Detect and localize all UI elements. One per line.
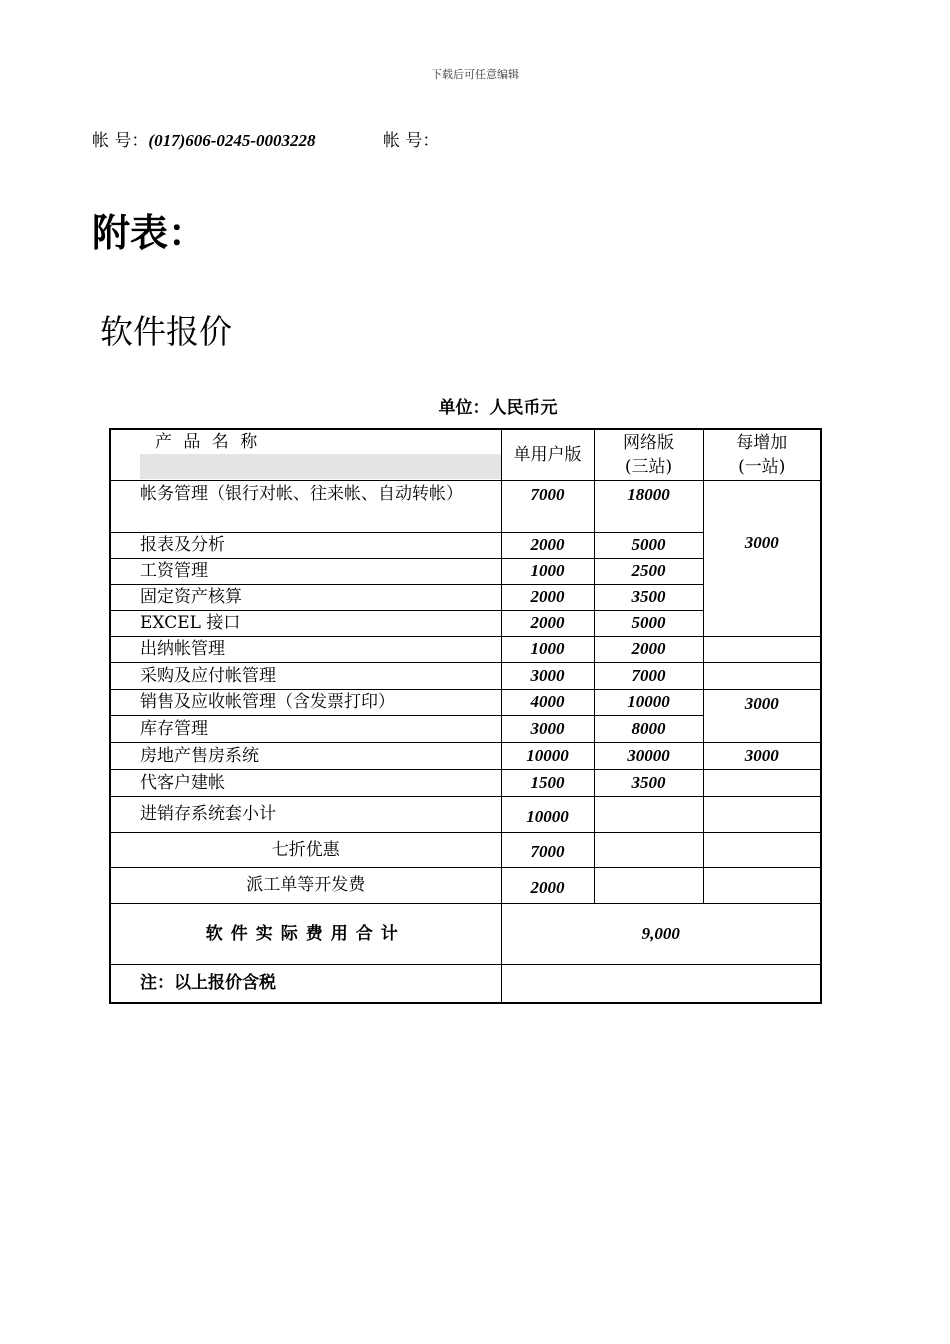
row-network: 2000 [594, 636, 703, 662]
table-header-row [110, 429, 821, 480]
total-label: 软件实际费用合计 [110, 903, 501, 964]
row-extra [703, 769, 821, 796]
row-extra [703, 662, 821, 689]
table-row [110, 480, 821, 532]
row-name: 房地产售房系统 [110, 742, 501, 769]
subtotal-network-empty [594, 796, 703, 832]
account-line [92, 126, 439, 151]
header-extra-line2: (一站) [738, 456, 786, 477]
discount-network-empty [594, 832, 703, 867]
row-single: 2000 [501, 610, 594, 636]
row-network: 7000 [594, 662, 703, 689]
row-extra: 3000 [703, 742, 821, 769]
row-network: 5000 [594, 532, 703, 558]
row-single: 3000 [501, 662, 594, 689]
group-extra-1: 3000 [703, 480, 821, 636]
account-number-1: (017)606-0245-0003228 [148, 131, 316, 150]
row-network: 5000 [594, 610, 703, 636]
note-row [110, 964, 821, 1003]
header-note: 下载后可任意编辑 [431, 68, 519, 81]
subtotal-extra-empty [703, 796, 821, 832]
row-name: 工资管理 [110, 558, 501, 584]
section-title: 软件报价 [100, 312, 232, 351]
row-single: 2000 [501, 584, 594, 610]
table-row [110, 636, 821, 662]
total-value: 9,000 [501, 903, 821, 964]
header-extra-line1: 每增加 [736, 432, 788, 453]
dev-fee-extra-empty [703, 867, 821, 903]
row-single: 3000 [501, 715, 594, 742]
header-single-user [501, 429, 594, 480]
header-network-line1: 网络版 [623, 432, 674, 453]
header-extra-station [703, 429, 821, 480]
subtotal-label: 进销存系统套小计 [110, 796, 501, 832]
header-network-line2: (三站) [624, 456, 673, 477]
row-network: 3500 [594, 584, 703, 610]
row-network: 8000 [594, 715, 703, 742]
row-name: 出纳帐管理 [110, 636, 501, 662]
group-extra-2: 3000 [703, 689, 821, 742]
row-single: 10000 [501, 742, 594, 769]
subtotal-value: 10000 [501, 796, 594, 832]
table-row [110, 662, 821, 689]
row-single: 1000 [501, 636, 594, 662]
discount-label: 七折优惠 [110, 832, 501, 867]
header-single-user-label: 单用户版 [513, 444, 582, 465]
discount-row [110, 832, 821, 867]
header-product-name-label: 产 品 名 称 [155, 432, 261, 453]
row-name: EXCEL 接口 [110, 610, 501, 636]
row-single: 1500 [501, 769, 594, 796]
row-network: 3500 [594, 769, 703, 796]
row-single: 4000 [501, 689, 594, 715]
row-name: 库存管理 [110, 715, 501, 742]
row-name: 采购及应付帐管理 [110, 662, 501, 689]
discount-value: 7000 [501, 832, 594, 867]
note-empty [501, 964, 821, 1003]
appendix-title: 附表： [92, 211, 207, 255]
dev-fee-network-empty [594, 867, 703, 903]
dev-fee-value: 2000 [501, 867, 594, 903]
table-row [110, 769, 821, 796]
price-table [109, 428, 822, 1004]
tax-note: 注：以上报价含税 [110, 964, 501, 1003]
total-row [110, 903, 821, 964]
row-single: 1000 [501, 558, 594, 584]
table-row [110, 742, 821, 769]
row-single: 7000 [501, 480, 594, 532]
row-name: 销售及应收帐管理（含发票打印） [110, 689, 501, 715]
row-network: 30000 [594, 742, 703, 769]
row-name: 帐务管理（银行对帐、往来帐、自动转帐） [110, 480, 501, 532]
dev-fee-label: 派工单等开发费 [110, 867, 501, 903]
account-label-1: 帐 号： [92, 131, 149, 151]
row-single: 2000 [501, 532, 594, 558]
table-row [110, 689, 821, 715]
account-label-2: 帐 号： [382, 131, 440, 151]
row-name: 报表及分析 [110, 532, 501, 558]
row-network: 2500 [594, 558, 703, 584]
dev-fee-row [110, 867, 821, 903]
row-network: 10000 [594, 689, 703, 715]
row-network: 18000 [594, 480, 703, 532]
unit-caption: 单位：人民币元 [438, 398, 558, 418]
header-product-name [110, 429, 501, 480]
header-network [594, 429, 703, 480]
row-name: 代客户建帐 [110, 769, 501, 796]
subtotal-row [110, 796, 821, 832]
row-extra [703, 636, 821, 662]
discount-extra-empty [703, 832, 821, 867]
row-name: 固定资产核算 [110, 584, 501, 610]
header-shade [140, 454, 501, 479]
